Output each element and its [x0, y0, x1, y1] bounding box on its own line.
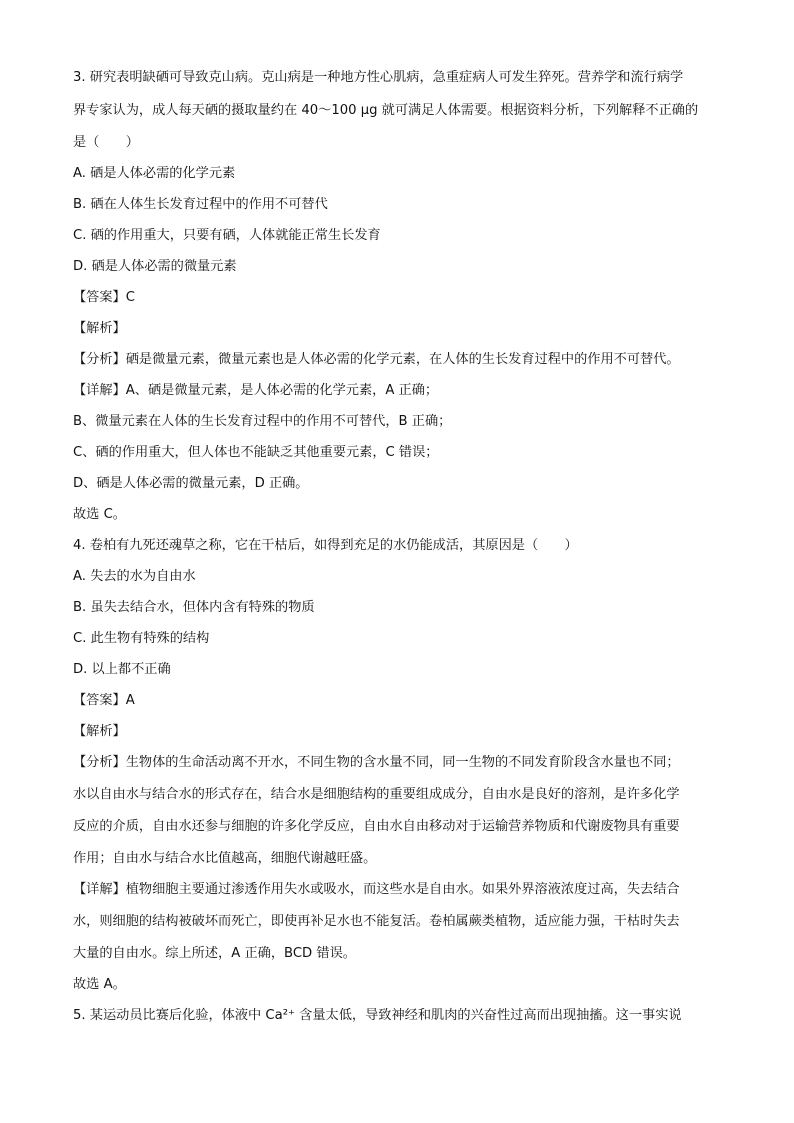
- q3-detail-line-1: 【详解】A、硒是微量元素，是人体必需的化学元素，A 正确；: [73, 383, 439, 398]
- q4-option-c: C. 此生物有特殊的结构: [73, 631, 210, 646]
- q4-option-b: B. 虽失去结合水，但体内含有特殊的物质: [73, 600, 315, 615]
- q3-option-a: A. 硒是人体必需的化学元素: [73, 166, 236, 181]
- q3-detail-line-2: B、微量元素在人体的生长发育过程中的作用不可替代，B 正确；: [73, 414, 452, 429]
- q4-analysis-line-4: 作用；自由水与结合水比值越高，细胞代谢越旺盛。: [73, 851, 377, 866]
- q4-analysis-line-3: 反应的介质，自由水还参与细胞的许多化学反应，自由水自由移动对于运输营养物质和代谢废物具有重要: [73, 819, 680, 834]
- q3-option-d: D. 硒是人体必需的微量元素: [73, 259, 237, 274]
- q3-option-b: B. 硒在人体生长发育过程中的作用不可替代: [73, 197, 328, 212]
- q3-stem-line-3: 是（ ）: [73, 135, 139, 150]
- document-page: [73, 62, 723, 1026]
- q3-analysis-title: 【解析】: [73, 321, 126, 336]
- q4-option-d: D. 以上都不正确: [73, 662, 171, 677]
- q4-answer: 【答案】A: [73, 693, 135, 708]
- question-4: [73, 536, 723, 995]
- q4-analysis-line-2: 水以自由水与结合水的形式存在，结合水是细胞结构的重要组成成分，自由水是良好的溶剂，是许多化学: [73, 787, 680, 802]
- question-3: [73, 68, 723, 525]
- q3-conclusion: 故选 C。: [73, 507, 126, 522]
- q4-analysis-title: 【解析】: [73, 724, 126, 739]
- q4-detail-line-1: 【详解】植物细胞主要通过渗透作用失水或吸水，而这些水是自由水。如果外界溶液浓度过高，失去结合: [73, 882, 680, 897]
- q4-conclusion: 故选 A。: [73, 977, 126, 992]
- q4-analysis-line-1: 【分析】生物体的生命活动离不开水，不同生物的含水量不同，同一生物的不同发育阶段含水量也不同；: [73, 755, 680, 770]
- q4-stem: 4. 卷柏有九死还魂草之称，它在干枯后，如得到充足的水仍能成活，其原因是（ ）: [73, 538, 578, 553]
- q4-detail-line-3: 大量的自由水。综上所述，A 正确，BCD 错误。: [73, 946, 356, 961]
- q4-option-a: A. 失去的水为自由水: [73, 569, 196, 584]
- q5-stem: 5. 某运动员比赛后化验，体液中 Ca²⁺ 含量太低，导致神经和肌肉的兴奋性过高而出现抽搐。这一事实说: [73, 1008, 682, 1023]
- question-5: [73, 1006, 723, 1026]
- q3-detail-line-4: D、硒是人体必需的微量元素，D 正确。: [73, 476, 309, 491]
- q3-answer: 【答案】C: [73, 290, 135, 305]
- q3-option-c: C. 硒的作用重大，只要有硒，人体就能正常生长发育: [73, 228, 381, 243]
- q3-stem-line-2: 界专家认为，成人每天硒的摄取量约在 40～100 μg 就可满足人体需要。根据资料分析，下列解释不正确的: [73, 103, 699, 118]
- q3-detail-line-3: C、硒的作用重大，但人体也不能缺乏其他重要元素，C 错误；: [73, 445, 439, 460]
- q3-analysis: 【分析】硒是微量元素，微量元素也是人体必需的化学元素，在人体的生长发育过程中的作用不可替代。: [73, 352, 680, 367]
- q3-stem-line-1: 3. 研究表明缺硒可导致克山病。克山病是一种地方性心肌病，急重症病人可发生猝死。营养学和流行病学: [73, 70, 684, 85]
- q4-detail-line-2: 水，则细胞的结构被破坏而死亡，即使再补足水也不能复活。卷柏属蕨类植物，适应能力强，干枯时失去: [73, 914, 680, 929]
